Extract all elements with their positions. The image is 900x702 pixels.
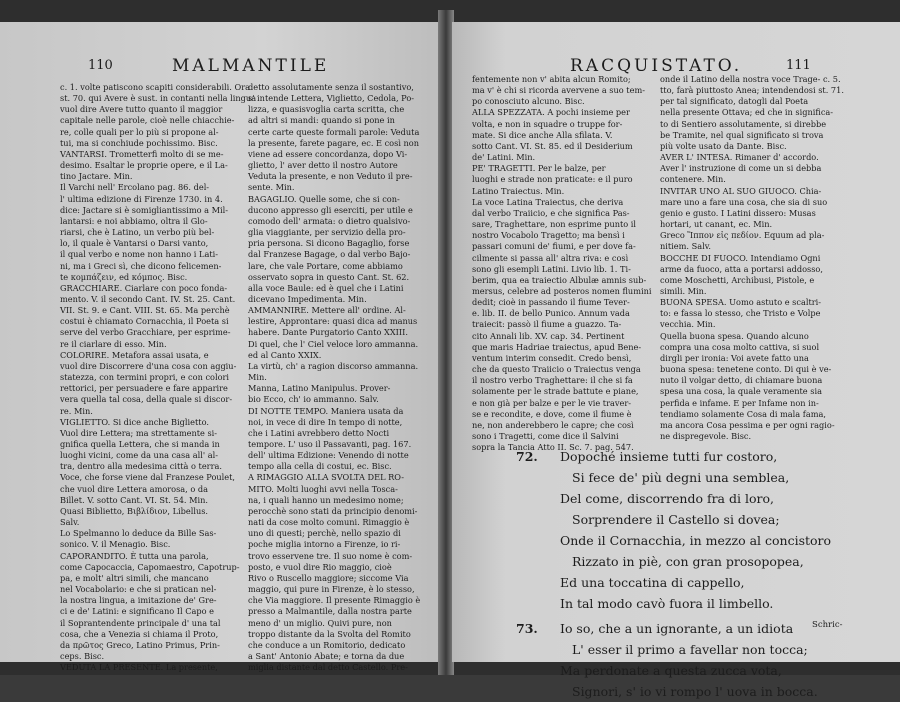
text-line: vera quella tal cosa, della quale si discor- [60,394,233,405]
text-line: che vuol dire Lettera amorosa, o da [60,483,209,494]
text-line: Veduta la presente, e non Veduto il pre- [248,171,413,182]
text-line: sente. Min. [248,182,295,193]
text-line: INVITAR UNO AL SUO GIUOCO. Chia- [660,185,822,196]
text-line: VIGLIETTO. Si dice anche Biglietto. [60,416,209,427]
text-line: dedit; cioè in passando il fiume Tever- [472,297,630,308]
text-line: to di Sentiero assolutamente, si direbbe [660,118,827,129]
text-line: osservato sopra in questo Cant. St. 62. [248,271,410,282]
text-line: re. Min. [60,405,93,416]
left-page [0,22,440,673]
text-line: vuol dire Avere tutto quanto il maggior [60,104,223,115]
text-line: tempore. L' uso il Passavanti, pag. 167. [248,439,412,449]
verse-line: Dopoché insieme tutti fur costoro, [560,449,778,464]
text-line: re, colle quali per lo più si propone al- [60,126,219,137]
text-line: volta, e non in squadre o truppe for- [472,118,623,129]
text-line: sare, Traghettare, non esprime punto il [472,219,637,230]
stanza-number: 73. [516,621,538,636]
text-line: perfida e infame. E per Infame non in- [660,397,819,408]
text-line: a Sant' Antonio Abate; e torna da due [248,650,405,661]
text-line: be Tramite, nel qual significato si trova [660,129,824,140]
text-line: ma v' è chi si ricorda avervene a suo tem- [472,85,645,96]
text-line: ventum interim consedit. Credo bensì, [472,352,632,363]
text-line: lestire, Approntare: quasi dica ad manus [248,316,418,327]
text-line: mare uno a fare una cosa, che sia di suo [660,196,828,207]
text-line: to: e fassa lo stesso, che Tristo e Volpe [660,308,821,319]
text-line: A RIMAGGIO ALLA SVOLTA DEL RO- [248,472,405,483]
text-line: troppo distante da la Svolta del Romito [248,628,411,639]
page-number-left: 110 [88,58,113,73]
text-line: Latino Traiectus. Min. [472,185,565,196]
text-line: tino Jactare. Min. [60,171,133,182]
text-line: che conduce a un Romitorio, dedicato [248,639,406,650]
text-line: riarsi, che è Latino, un verbo più bel- [60,227,215,238]
text-line: Aver l' instruzione di come un si debba [660,163,822,174]
text-column-left-a [60,82,257,673]
text-line: dell' ultima Edizione: Venendo di notte [248,450,409,461]
text-line: ni, ma i Greci sì, che dicono felicemen- [60,260,222,271]
text-line: lantarsi: e noi abbiamo, oltra il Glo- [60,215,208,226]
text-line: come Moschetti, Archibusi, Pistole, e [660,274,815,285]
text-line: glia viaggiante, per servizio della pro- [248,227,406,238]
text-line: Rivo o Ruscello maggiore; siccome Via [248,572,409,583]
text-line: tui, ma si conchiude pochissimo. Bisc. [60,137,218,148]
verse-line: Onde il Cornacchia, in mezzo al concistoro [560,533,832,548]
text-line: lo, il quale è Vantarsi o Darsi vanto, [60,238,209,249]
text-line: COLORIRE. Metafora assai usata, e [60,349,209,360]
text-line: Greco Ἵππον εἰς πεδίον. Equum ad pla- [660,230,825,241]
text-line: Quella buona spesa. Quando alcuno [660,330,809,341]
text-line: e. lib. II. de bello Punico. Annum vada [472,308,630,319]
text-line: Min. [248,372,267,383]
catchword: Schric- [812,620,843,630]
text-line: nostro Vocabolo Tragetto; ma bensì i [472,230,625,241]
text-line: Voce, che forse viene dal Franzese Poulet, [60,472,236,483]
text-line: nati da cose molto comuni. Rimaggio è [248,517,410,528]
text-line: vuol dire Discorrere d'una cosa con aggiu- [60,360,237,371]
text-line: ducono appresso gli eserciti, per utile e [248,204,413,215]
text-line: DI NOTTE TEMPO. Maniera usata da [248,405,404,416]
text-line: perocchè sono stati da principio denomi- [248,505,418,516]
text-line: dice: Jactare si è somigliantissimo a Mil- [60,204,229,215]
text-line: nuto il volgar detto, di chiamare buona [660,375,823,386]
text-line: gnifica quella Lettera, che si manda in [60,439,220,449]
text-line: berim, qua ea traiectio Albulæ amnis sub- [472,274,647,285]
text-line: meno d' un miglio. Quivi pure, non [248,617,392,628]
text-line: tra, dentro alla medesima città o terra. [60,461,222,472]
text-line: VEDUTA LA PRESENTE. La presente, [60,662,218,673]
text-line: tto, farà piuttosto Anea; intendendosi st. 71. [660,85,844,96]
text-line: BAGAGLIO. Quelle some, che si con- [248,193,400,204]
text-line: glietto, l' aver detto il nostro Autore [248,160,398,171]
text-line: lare, che vale Portare, come abbiamo [248,260,403,271]
text-line: buona spesa: tenetene conto. Di qui è ve- [660,364,832,375]
text-line: cito Annali lib. XV. cap. 34. Pertinent [472,330,625,341]
text-line: La virtù, ch' a ragion discorso ammanna. [248,360,419,371]
text-line: sono gli esempli Latini. Livio lib. 1. Ti- [472,263,631,274]
text-line: traiecit: passò il fiume a guazzo. Ta- [472,319,622,330]
text-line: GRACCHIARE. Ciarlare con poco fonda- [60,282,228,293]
page-number-right: 111 [786,58,811,73]
text-line: da πρῶτος Greco, Latino Primus, Prin- [60,639,220,650]
text-line: st. 70. qui Avere è sust. in contanti nella lingua [60,93,257,104]
text-line: lizza, e quasisvoglia carta scritta, che [248,104,405,115]
text-line: VANTARSI. Trometterfi molto di se me- [60,148,224,159]
text-line: AVER L' INTESA. Rimaner d' accordo. [660,152,819,163]
text-line: alla voce Baule: ed è quel che i Latini [248,282,404,293]
text-line: ad altri si mandi: quando si pone in [248,115,395,126]
text-line: la presente, farete pagare, ec. E così non [248,137,420,148]
text-line: posto, e vuol dire Rio maggio, cioè [248,561,392,572]
text-line: capitale nelle parole, cioè nelle chiacchie- [60,115,235,126]
text-line: che i Latini avrebbero detto Nocti [248,427,390,438]
text-line: ceps. Bisc. [60,650,105,661]
text-line: La voce Latina Traiectus, che deriva [472,196,624,207]
text-line: Quasi Biblietto, Βιβλίδιον, Libellus. [60,505,209,516]
text-line: po conosciuto alcuno. Bisc. [472,96,585,107]
text-line: Salv. [60,517,80,528]
text-column-right-a [472,74,654,453]
text-line: de' Latini. Min. [472,152,536,163]
text-line: per tal significato, datogli dal Poeta [660,96,809,107]
text-line: na, i quali hanno un medesimo nome; [248,494,404,505]
stanza-number: 72. [516,449,538,464]
verse-line: Si fece de' più degni una semblea, [572,470,790,485]
text-line: s' intende Lettera, Viglietto, Cedola, Po- [248,93,415,104]
text-line: ALLA SPEZZATA. A pochi insieme per [472,107,630,118]
text-line: que maris Hadriae traiectus, apud Bene- [472,341,642,352]
stanza-72 [516,446,856,614]
text-line: ne, non anderebbero le capre; che così [472,419,634,430]
text-column-right-b [660,74,846,442]
text-line: e non già per balze e per le vie traver- [472,397,632,408]
text-line: luoghi vicini, come da una casa all' al- [60,450,218,461]
text-line: bio Ecco, ch' io ammanno. Salv. [248,394,379,405]
text-line: il qual verbo e nome non hanno i Lati- [60,249,219,260]
text-line: mersus, celebre ad posteros nomen flumini [472,285,652,296]
verse-line: Ed una toccatina di cappello, [560,575,745,590]
text-line: l' ultima edizione di Firenze 1730. in 4. [60,193,223,204]
verse-line: Sorprendere il Castello si dovea; [572,512,780,527]
verse-line: In tal modo cavò fuora il limbello. [560,596,774,611]
text-line: Manna, Latino Manipulus. Prover- [248,383,391,394]
text-column-left-b [248,82,431,673]
text-line: luoghi e strade non praticate: e il puro [472,174,633,185]
text-line: Billet. V. sotto Cant. VI. St. 54. Min. [60,494,209,505]
text-line: tempo alla cella di costui, ec. Bisc. [248,461,392,472]
text-line: trovo esservene tre. Il suo nome è com- [248,550,413,561]
text-line: nitiem. Salv. [660,241,711,252]
text-line: il nostro verbo Traghettare: il che si fa [472,375,633,386]
text-line: costui è chiamato Cornacchia, il Poeta si [60,316,229,327]
text-line: mento. V. il secondo Cant. IV. St. 25. Cant. [60,293,236,304]
text-line: che da questo Traiicio o Traiectus venga [472,364,641,375]
text-line: cosa, che a Venezia si chiama il Proto, [60,628,219,639]
text-line: poche miglia intorno a Firenze, io ri- [248,539,401,550]
text-line: più volte usato da Dante. Bisc. [660,140,787,151]
text-line: statezza, con termini propri, e con colori [60,372,230,383]
text-line: comodo dell' armata: o dietro qualsivo- [248,215,411,226]
text-line: se e recondite, e dove, come il fiume è [472,408,632,419]
text-line: il Soprantendente principale d' una tal [60,617,221,628]
stanza-73 [516,618,856,702]
text-line: fentemente non v' abita alcun Romito; [472,74,631,84]
text-line: Il Varchi nell' Ercolano pag. 86. del- [60,182,210,193]
text-line: mate. Si dice anche Alla sfilata. V. [472,129,613,140]
text-line: dal verbo Traiicio, e che significa Pas- [472,207,630,218]
text-line: certe carte queste formali parole: Veduta [248,126,420,137]
text-line: dicevano Impedimenta. Min. [248,293,367,304]
text-line: che Via maggiore. Il presente Rimaggio è [248,595,421,606]
verse-line: Rizzato in piè, con gran prosopopea, [572,554,804,569]
text-line: rettorici, per persuadere e fare apparire [60,383,228,394]
text-line: la nostra lingua, a imitazione de' Gre- [60,595,217,606]
text-line: onde il Latino della nostra voce Trage- c. 5. [660,74,841,84]
text-line: spesa una cosa, la quale veramente sia [660,386,822,397]
verse-line: Del come, discorrendo fra di loro, [560,491,774,506]
verse-line: Signori, s' io vi rompo l' uova in bocca. [572,684,818,699]
text-line: arme da fuoco, atta a portarsi addosso, [660,263,823,274]
text-line: ed al Canto XXIX. [248,349,322,360]
text-line: miglia distante dal detto Castello. Pre- [248,662,408,673]
text-line: BOCCHE DI FUOCO. Intendiamo Ogni [660,252,821,263]
text-line: Lo Spelmanno lo deduce da Bille Sas- [60,528,217,539]
text-line: passari comuni de' fiumi, e per dove fa- [472,241,636,252]
text-line: habere. Dante Purgatorio Canto XXIII. [248,327,408,338]
text-line: te κομπάζειν, ed κόμπος. Bisc. [60,271,188,282]
text-line: sonico. V. il Menagio. Bisc. [60,539,171,550]
text-line: serve del verbo Gracchiare, per esprime- [60,327,231,338]
text-line: pa, e molt' altri simili, che mancano [60,572,209,583]
verse-line: Ma perdonate a questa zucca vota, [560,663,782,678]
text-line: maggio, qui pure in Firenze, è lo stesso, [248,584,415,595]
text-line: dirgli per ironia: Voi avete fatto una [660,352,809,363]
text-line: AMMANNIRE. Mettere all' ordine. Al- [248,305,406,316]
text-line: contenere. Min. [660,174,726,185]
text-line: detto assolutamente senza il sostantivo, [248,82,414,92]
text-line: ci e de' Latini: e significano Il Capo e [60,606,215,617]
text-line: desimo. Esaltar le proprie opere, e il La- [60,160,228,171]
text-line: MITO. Molti luoghi avvi nella Tosca- [248,483,398,494]
text-line: viene ad essere concordanza, dopo Vi- [248,148,408,159]
text-line: compra una cosa molto cattiva, si suol [660,341,820,352]
text-line: dal Franzese Bagage, o dal verbo Bajo- [248,249,411,260]
text-line: vecchia. Min. [660,319,716,330]
text-line: c. 1. volte patiscono scapiti considerabili. Ora [60,82,251,92]
text-line: VII. St. 9. e Cant. VIII. St. 65. Ma perchè [60,305,230,316]
text-line: nella presente Ottava; ed che in significa- [660,107,834,118]
verse-line: L' esser il primo a favellar non tocca; [572,642,808,657]
text-line: CAPORANDITO. È tutta una parola, [60,550,209,561]
text-line: presso a Malmantile, dalla nostra parte [248,606,412,617]
text-line: noi, in vece di dire In tempo di notte, [248,416,403,427]
text-line: ne dispregevole. Bisc. [660,431,752,441]
text-line: uno di questi; perchè, nello spazio di [248,528,401,539]
text-line: sotto Cant. VI. St. 85. ed il Desiderium [472,140,633,151]
text-line: nel Vocabolario: e che si pratican nel- [60,584,217,595]
right-page [452,22,900,699]
text-line: tendiamo solamente Cosa di mala fama, [660,408,826,419]
text-line: solamente per le strade battute e piane, [472,386,639,397]
text-line: come Capocaccia, Capomaestro, Capotrup- [60,561,240,572]
running-header-left: MALMANTILE [172,56,330,76]
text-line: Di quel, che l' Ciel veloce loro ammanna. [248,338,419,349]
text-line: PE' TRAGETTI. Per le balze, per [472,163,606,174]
text-line: sopra la Tancia Atto II. Sc. 7. pag. 547. [472,442,634,453]
text-line: genio e gusto. I Latini dissero: Musas [660,207,816,218]
text-line: hortari, ut canant, ec. Min. [660,219,773,230]
verse-line: Io so, che a un ignorante, a un idiota [560,621,794,636]
text-line: Vuol dire Lettera; ma strettamente si- [60,427,218,438]
text-line: pria persona. Si dicono Bagaglio, forse [248,238,410,249]
text-line: simili. Min. [660,285,707,296]
text-line: re il ciarlare di esso. Min. [60,338,167,349]
text-line: cilmente si passa all' altra riva: e così [472,252,629,263]
text-line: BUONA SPESA. Uomo astuto e scaltri- [660,297,822,308]
running-header-right: RACQUISTATO. [570,56,743,76]
text-line: ma ancora Cosa pessima e per ogni ragio- [660,419,835,430]
text-line: sono i Tragetti, come dice il Salvini [472,431,619,441]
